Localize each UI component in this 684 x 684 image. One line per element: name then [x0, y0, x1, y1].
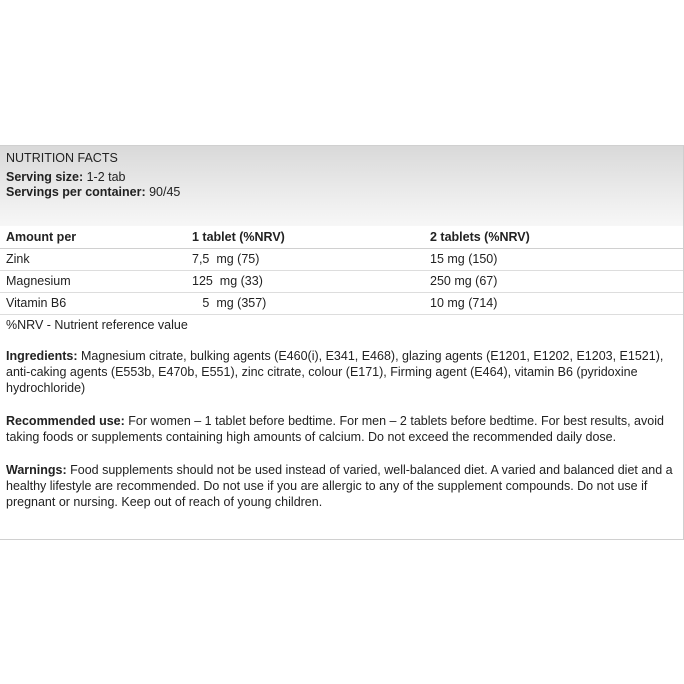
ingredients-text: Magnesium citrate, bulking agents (E460(i), E341, E468), glazing agents (E1201, E1202, E1203, E1521), anti-caking agents (E553b, E470b, E551), zinc citrate, colour (E171), Firming agent (E464), vitamin B6 (pyridoxine hydrochloride) [6, 349, 664, 395]
column-header-1-tablet: 1 tablet (%NRV) [186, 226, 424, 249]
nutrient-table [0, 226, 684, 315]
recommended-use-label: Recommended use: [6, 414, 125, 428]
table-row [0, 249, 684, 271]
serving-size-label: Serving size: [6, 170, 84, 184]
nutrient-1-tablet: 7,5 mg (75) [186, 249, 424, 271]
column-header-amount: Amount per [0, 226, 186, 249]
warnings-label: Warnings: [6, 463, 67, 477]
nutrient-name: Magnesium [0, 271, 186, 293]
nutrient-2-tablets: 15 mg (150) [424, 249, 684, 271]
nutrition-header [0, 146, 683, 226]
ingredients-paragraph [0, 348, 683, 396]
column-header-2-tablets: 2 tablets (%NRV) [424, 226, 684, 249]
nutrient-2-tablets: 10 mg (714) [424, 293, 684, 315]
ingredients-label: Ingredients: [6, 349, 78, 363]
nutrient-1-tablet: 125 mg (33) [186, 271, 424, 293]
servings-label: Servings per container: [6, 185, 146, 199]
table-row [0, 271, 684, 293]
nutrition-title: NUTRITION FACTS [6, 151, 118, 165]
warnings-text: Food supplements should not be used instead of varied, well-balanced diet. A varied and balanced diet and a healthy lifestyle are recommended. Do not use if you are allergic to any of the supplement compounds. Do not use if pregnant or nursing. Keep out of reach of young children. [6, 463, 673, 509]
nutrient-name: Zink [0, 249, 186, 271]
recommended-use-paragraph [0, 413, 683, 445]
nutrient-1-tablet: 5 mg (357) [186, 293, 424, 315]
nutrient-name: Vitamin B6 [0, 293, 186, 315]
warnings-paragraph [0, 462, 683, 510]
servings-value: 90/45 [145, 185, 181, 199]
serving-size [6, 170, 677, 185]
nutrition-panel [0, 145, 684, 540]
table-header-row [0, 226, 684, 249]
servings-per-container [6, 185, 677, 200]
table-row [0, 293, 684, 315]
serving-size-value: 1-2 tab [83, 170, 126, 184]
recommended-use-text: For women – 1 tablet before bedtime. For men – 2 tablets before bedtime. For best results, avoid taking foods or supplements containing high amounts of calcium. Do not exceed the recommended daily dose. [6, 414, 664, 444]
nrv-note: %NRV - Nutrient reference value [6, 318, 188, 332]
nutrient-2-tablets: 250 mg (67) [424, 271, 684, 293]
